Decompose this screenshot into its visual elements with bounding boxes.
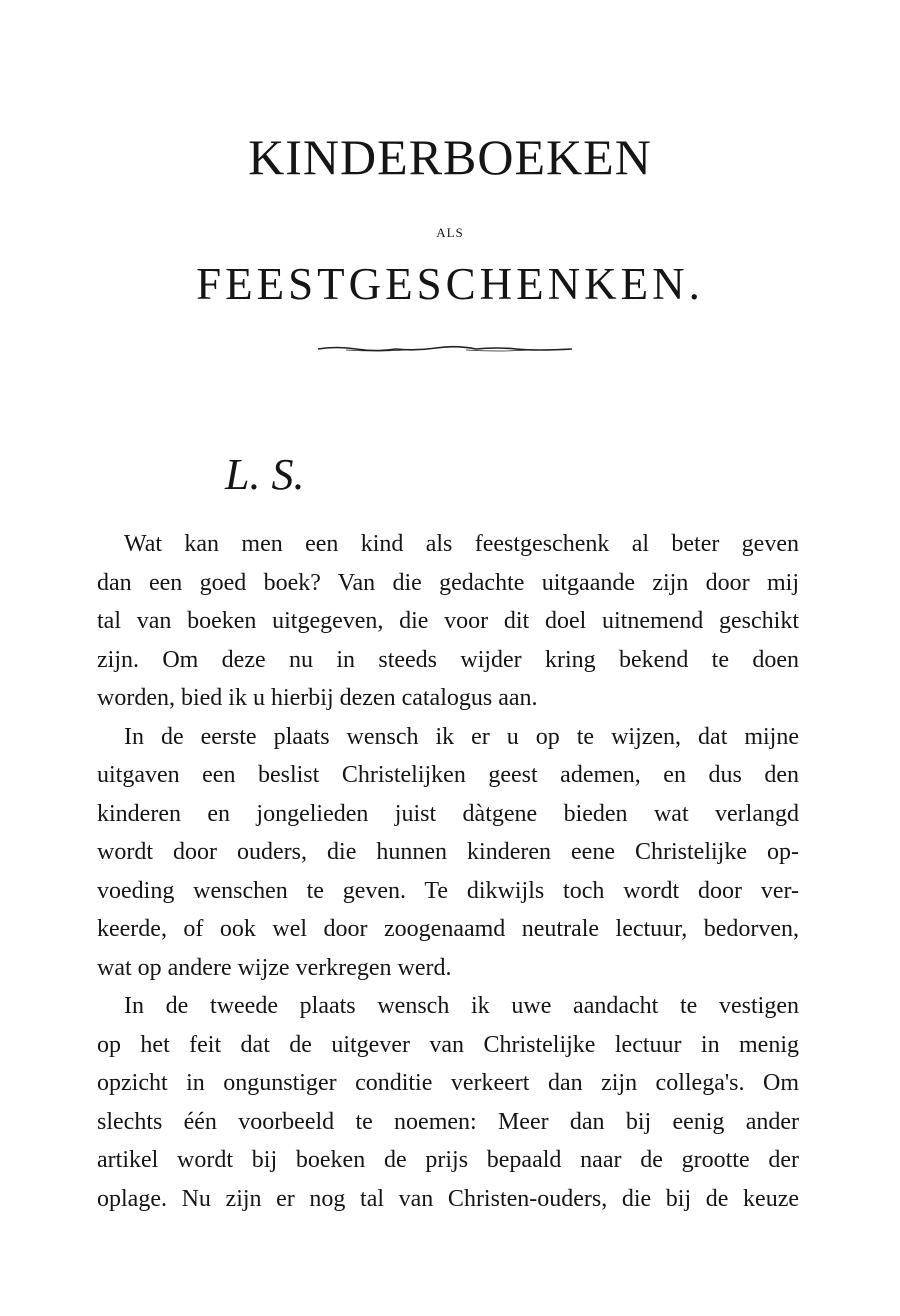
body-text [97,525,799,1218]
salutation: L. S. [225,450,305,499]
paragraph [97,718,799,988]
text-line: In de eerste plaats wensch ik er u op te wijzen, dat mijne [124,723,799,750]
text-line: wordt door ouders, die hunnen kinderen eene Christelijke op- [97,839,799,865]
title-connector: ALS [436,225,464,240]
text-line: worden, bied ik u hierbij dezen catalogus aan. [97,685,538,711]
text-line: opzicht in ongunstiger conditie verkeert dan zijn collega's. Om [97,1070,799,1096]
text-line: kinderen en jongelieden juist dàtgene bieden wat verlangd [97,800,799,827]
text-line: voeding wenschen te geven. Te dikwijls toch wordt door ver- [97,877,799,904]
text-line: slechts één voorbeeld te noemen: Meer dan bij eenig ander [97,1108,799,1135]
title-line-2: FEESTGESCHENKEN. [196,259,704,309]
text-line: keerde, of ook wel door zoogenaamd neutrale lectuur, bedorven, [97,916,799,942]
paragraph [97,987,799,1218]
text-line: tal van boeken uitgegeven, die voor dit doel uitnemend geschikt [97,608,799,634]
text-line: dan een goed boek? Van die gedachte uitgaande zijn door mij [97,569,799,596]
paragraph [97,525,799,718]
text-line: uitgaven een beslist Christelijken geest ademen, en dus den [97,762,799,788]
text-line: op het feit dat de uitgever van Christelijke lectuur in menig [97,1031,799,1058]
title-line-1: KINDERBOEKEN [248,129,652,185]
text-line: zijn. Om deze nu in steeds wijder kring bekend te doen [97,646,799,673]
text-line: oplage. Nu zijn er nog tal van Christen-ouders, die bij de keuze [97,1185,799,1212]
ornamental-rule [316,343,574,355]
text-line: wat op andere wijze verkregen werd. [97,954,452,981]
text-line: Wat kan men een kind als feestgeschenk al beter geven [124,531,799,557]
text-line: In de tweede plaats wensch ik uwe aandacht te vestigen [124,993,799,1019]
text-line: artikel wordt bij boeken de prijs bepaald naar de grootte der [97,1147,799,1173]
